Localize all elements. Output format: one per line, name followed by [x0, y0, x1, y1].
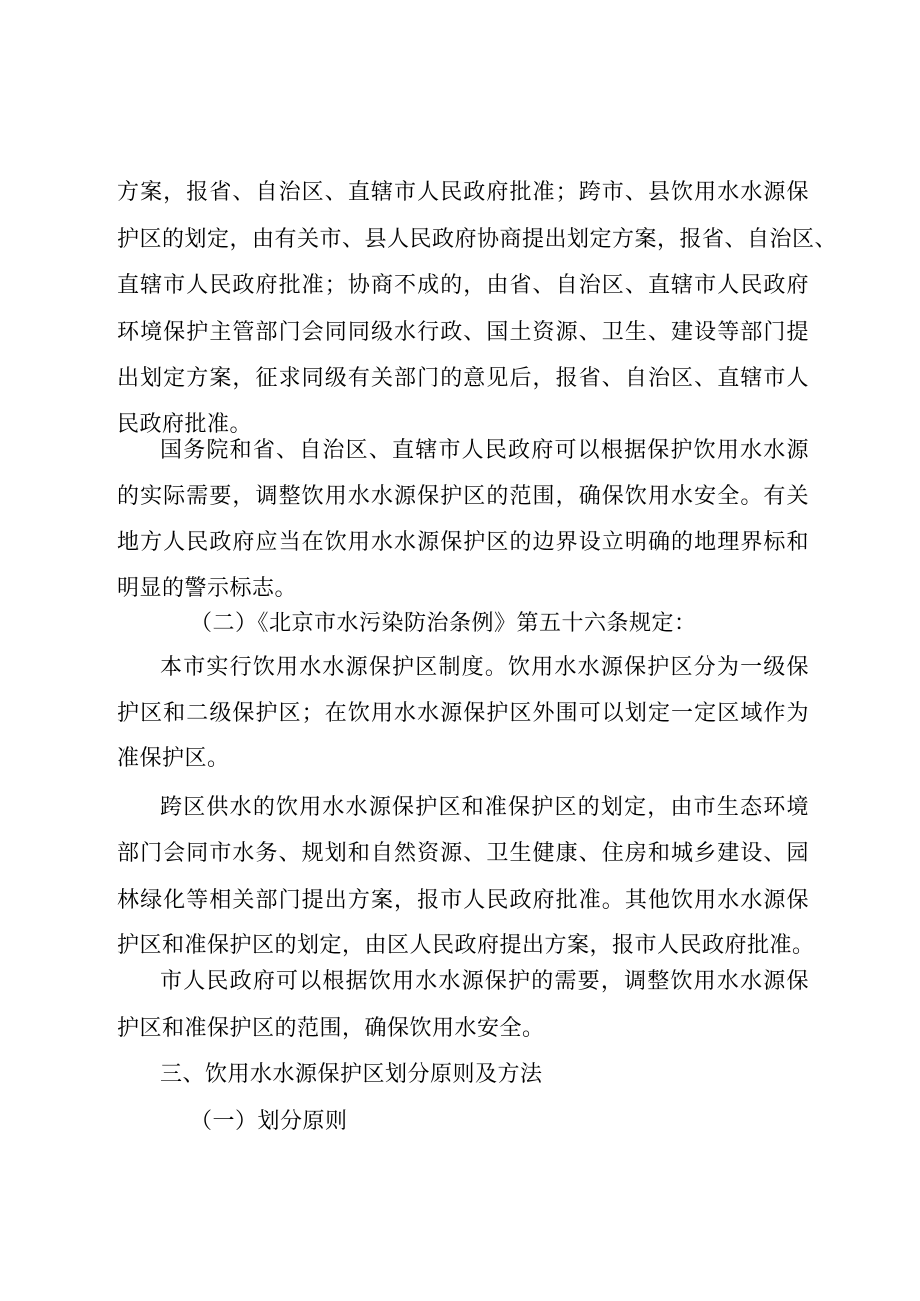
text-line: 地方人民政府应当在饮用水水源保护区的边界设立明确的地理界标和: [117, 530, 809, 555]
text-line: 护区的划定，由有关市、县人民政府协商提出划定方案，报省、自治区、: [117, 227, 838, 252]
text-line: 部门会同市水务、规划和自然资源、卫生健康、住房和城乡建设、园: [117, 841, 809, 866]
text-line: 民政府批准。: [117, 412, 253, 437]
text-line: 准保护区。: [117, 746, 230, 771]
text-line: 本市实行饮用水水源保护区制度。饮用水水源保护区分为一级保: [160, 655, 809, 680]
text-line: 护区和二级保护区；在饮用水水源保护区外围可以划定一定区域作为: [117, 701, 809, 726]
text-line: 护区和准保护区的划定，由区人民政府提出方案，报市人民政府批准。: [117, 933, 815, 958]
text-line: 明显的警示标志。: [117, 576, 298, 601]
section-heading: （二）《北京市水污染防治条例》第五十六条规定：: [190, 611, 697, 636]
subsection-heading: （一）划分原则: [190, 1109, 348, 1134]
text-line: 市人民政府可以根据饮用水水源保护的需要，调整饮用水水源保: [160, 969, 809, 994]
text-line: 方案，报省、自治区、直辖市人民政府批准；跨市、县饮用水水源保: [117, 180, 809, 205]
text-line: 林绿化等相关部门提出方案，报市人民政府批准。其他饮用水水源保: [117, 888, 809, 913]
text-line: 的实际需要，调整饮用水水源保护区的范围，确保饮用水安全。有关: [117, 484, 809, 509]
text-line: 国务院和省、自治区、直辖市人民政府可以根据保护饮用水水源: [160, 438, 809, 463]
section-heading: 三、饮用水水源保护区划分原则及方法: [160, 1062, 543, 1087]
text-line: 出划定方案，征求同级有关部门的意见后，报省、自治区、直辖市人: [117, 366, 809, 391]
text-line: 环境保护主管部门会同同级水行政、国土资源、卫生、建设等部门提: [117, 320, 809, 345]
text-line: 跨区供水的饮用水水源保护区和准保护区的划定，由市生态环境: [160, 795, 809, 820]
text-line: 直辖市人民政府批准；协商不成的，由省、自治区、直辖市人民政府: [117, 273, 809, 298]
text-line: 护区和准保护区的范围，确保饮用水安全。: [117, 1016, 545, 1041]
